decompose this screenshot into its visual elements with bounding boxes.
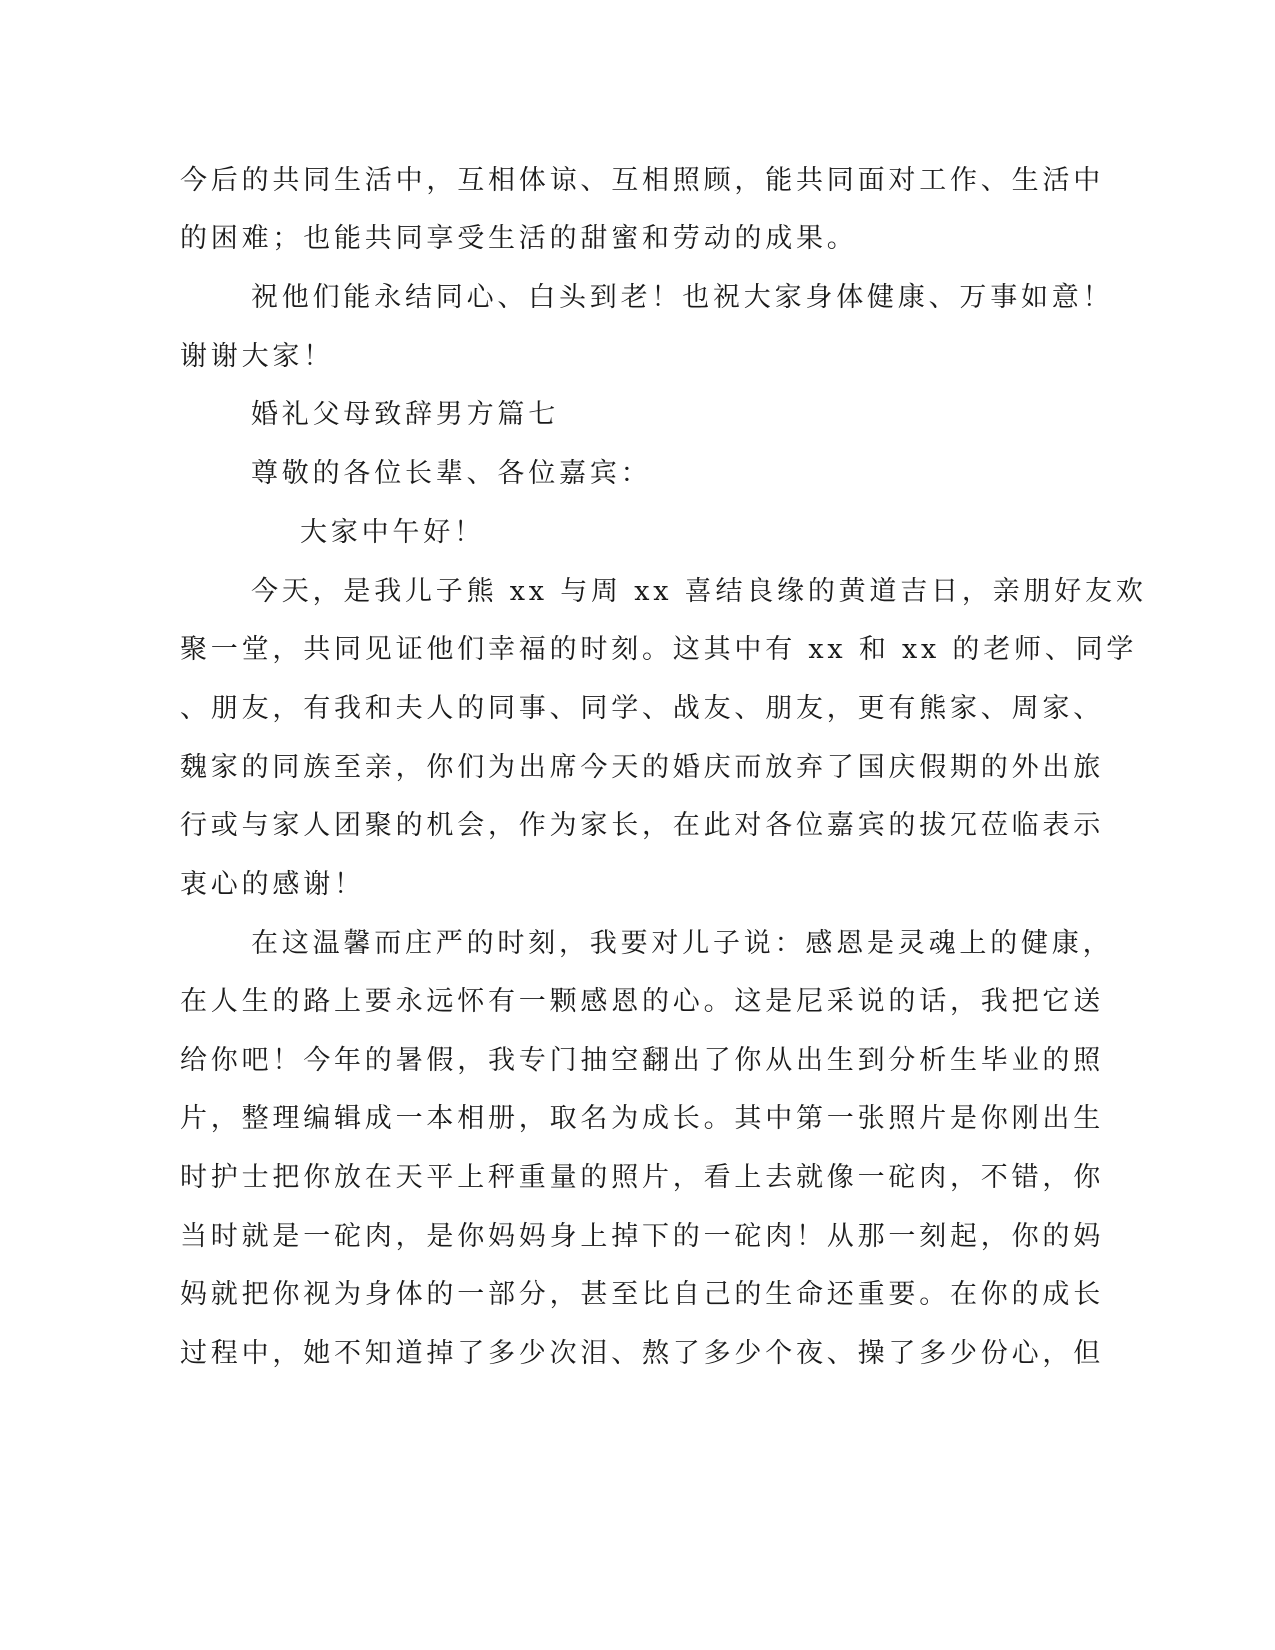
body-line: 谢谢大家！ [180, 341, 334, 372]
body-line: 魏家的同族至亲，你们为出席今天的婚庆而放弃了国庆假期的外出旅 [180, 752, 1104, 783]
body-line: 给你吧！今年的暑假，我专门抽空翻出了你从出生到分析生毕业的照 [180, 1045, 1104, 1076]
salutation: 尊敬的各位长辈、各位嘉宾： [251, 458, 652, 489]
body-line: 的困难；也能共同享受生活的甜蜜和劳动的成果。 [180, 223, 858, 254]
body-line: 妈就把你视为身体的一部分，甚至比自己的生命还重要。在你的成长 [180, 1279, 1104, 1310]
body-line: 行或与家人团聚的机会，作为家长，在此对各位嘉宾的拔冗莅临表示 [180, 810, 1104, 841]
body-line: 当时就是一砣肉，是你妈妈身上掉下的一砣肉！从那一刻起，你的妈 [180, 1221, 1104, 1252]
body-line: 时护士把你放在天平上秤重量的照片，看上去就像一砣肉，不错，你 [180, 1162, 1104, 1193]
body-line: 片，整理编辑成一本相册，取名为成长。其中第一张照片是你刚出生 [180, 1103, 1104, 1134]
body-line: 今后的共同生活中，互相体谅、互相照顾，能共同面对工作、生活中 [180, 165, 1104, 196]
body-line: 衷心的感谢！ [180, 869, 365, 900]
section-heading: 婚礼父母致辞男方篇七 [251, 399, 559, 430]
body-line: 在这温馨而庄严的时刻，我要对儿子说：感恩是灵魂上的健康， [251, 928, 1114, 959]
body-line: 今天，是我儿子熊 xx 与周 xx 喜结良缘的黄道吉日，亲朋好友欢 [251, 576, 1147, 607]
greeting: 大家中午好！ [300, 517, 485, 548]
body-line: 在人生的路上要永远怀有一颗感恩的心。这是尼采说的话，我把它送 [180, 986, 1104, 1017]
body-line: 过程中，她不知道掉了多少次泪、熬了多少个夜、操了多少份心，但 [180, 1338, 1104, 1369]
body-line: 、朋友，有我和夫人的同事、同学、战友、朋友，更有熊家、周家、 [180, 693, 1104, 724]
body-line: 聚一堂，共同见证他们幸福的时刻。这其中有 xx 和 xx 的老师、同学 [180, 634, 1138, 665]
body-line: 祝他们能永结同心、白头到老！也祝大家身体健康、万事如意！ [251, 282, 1114, 313]
